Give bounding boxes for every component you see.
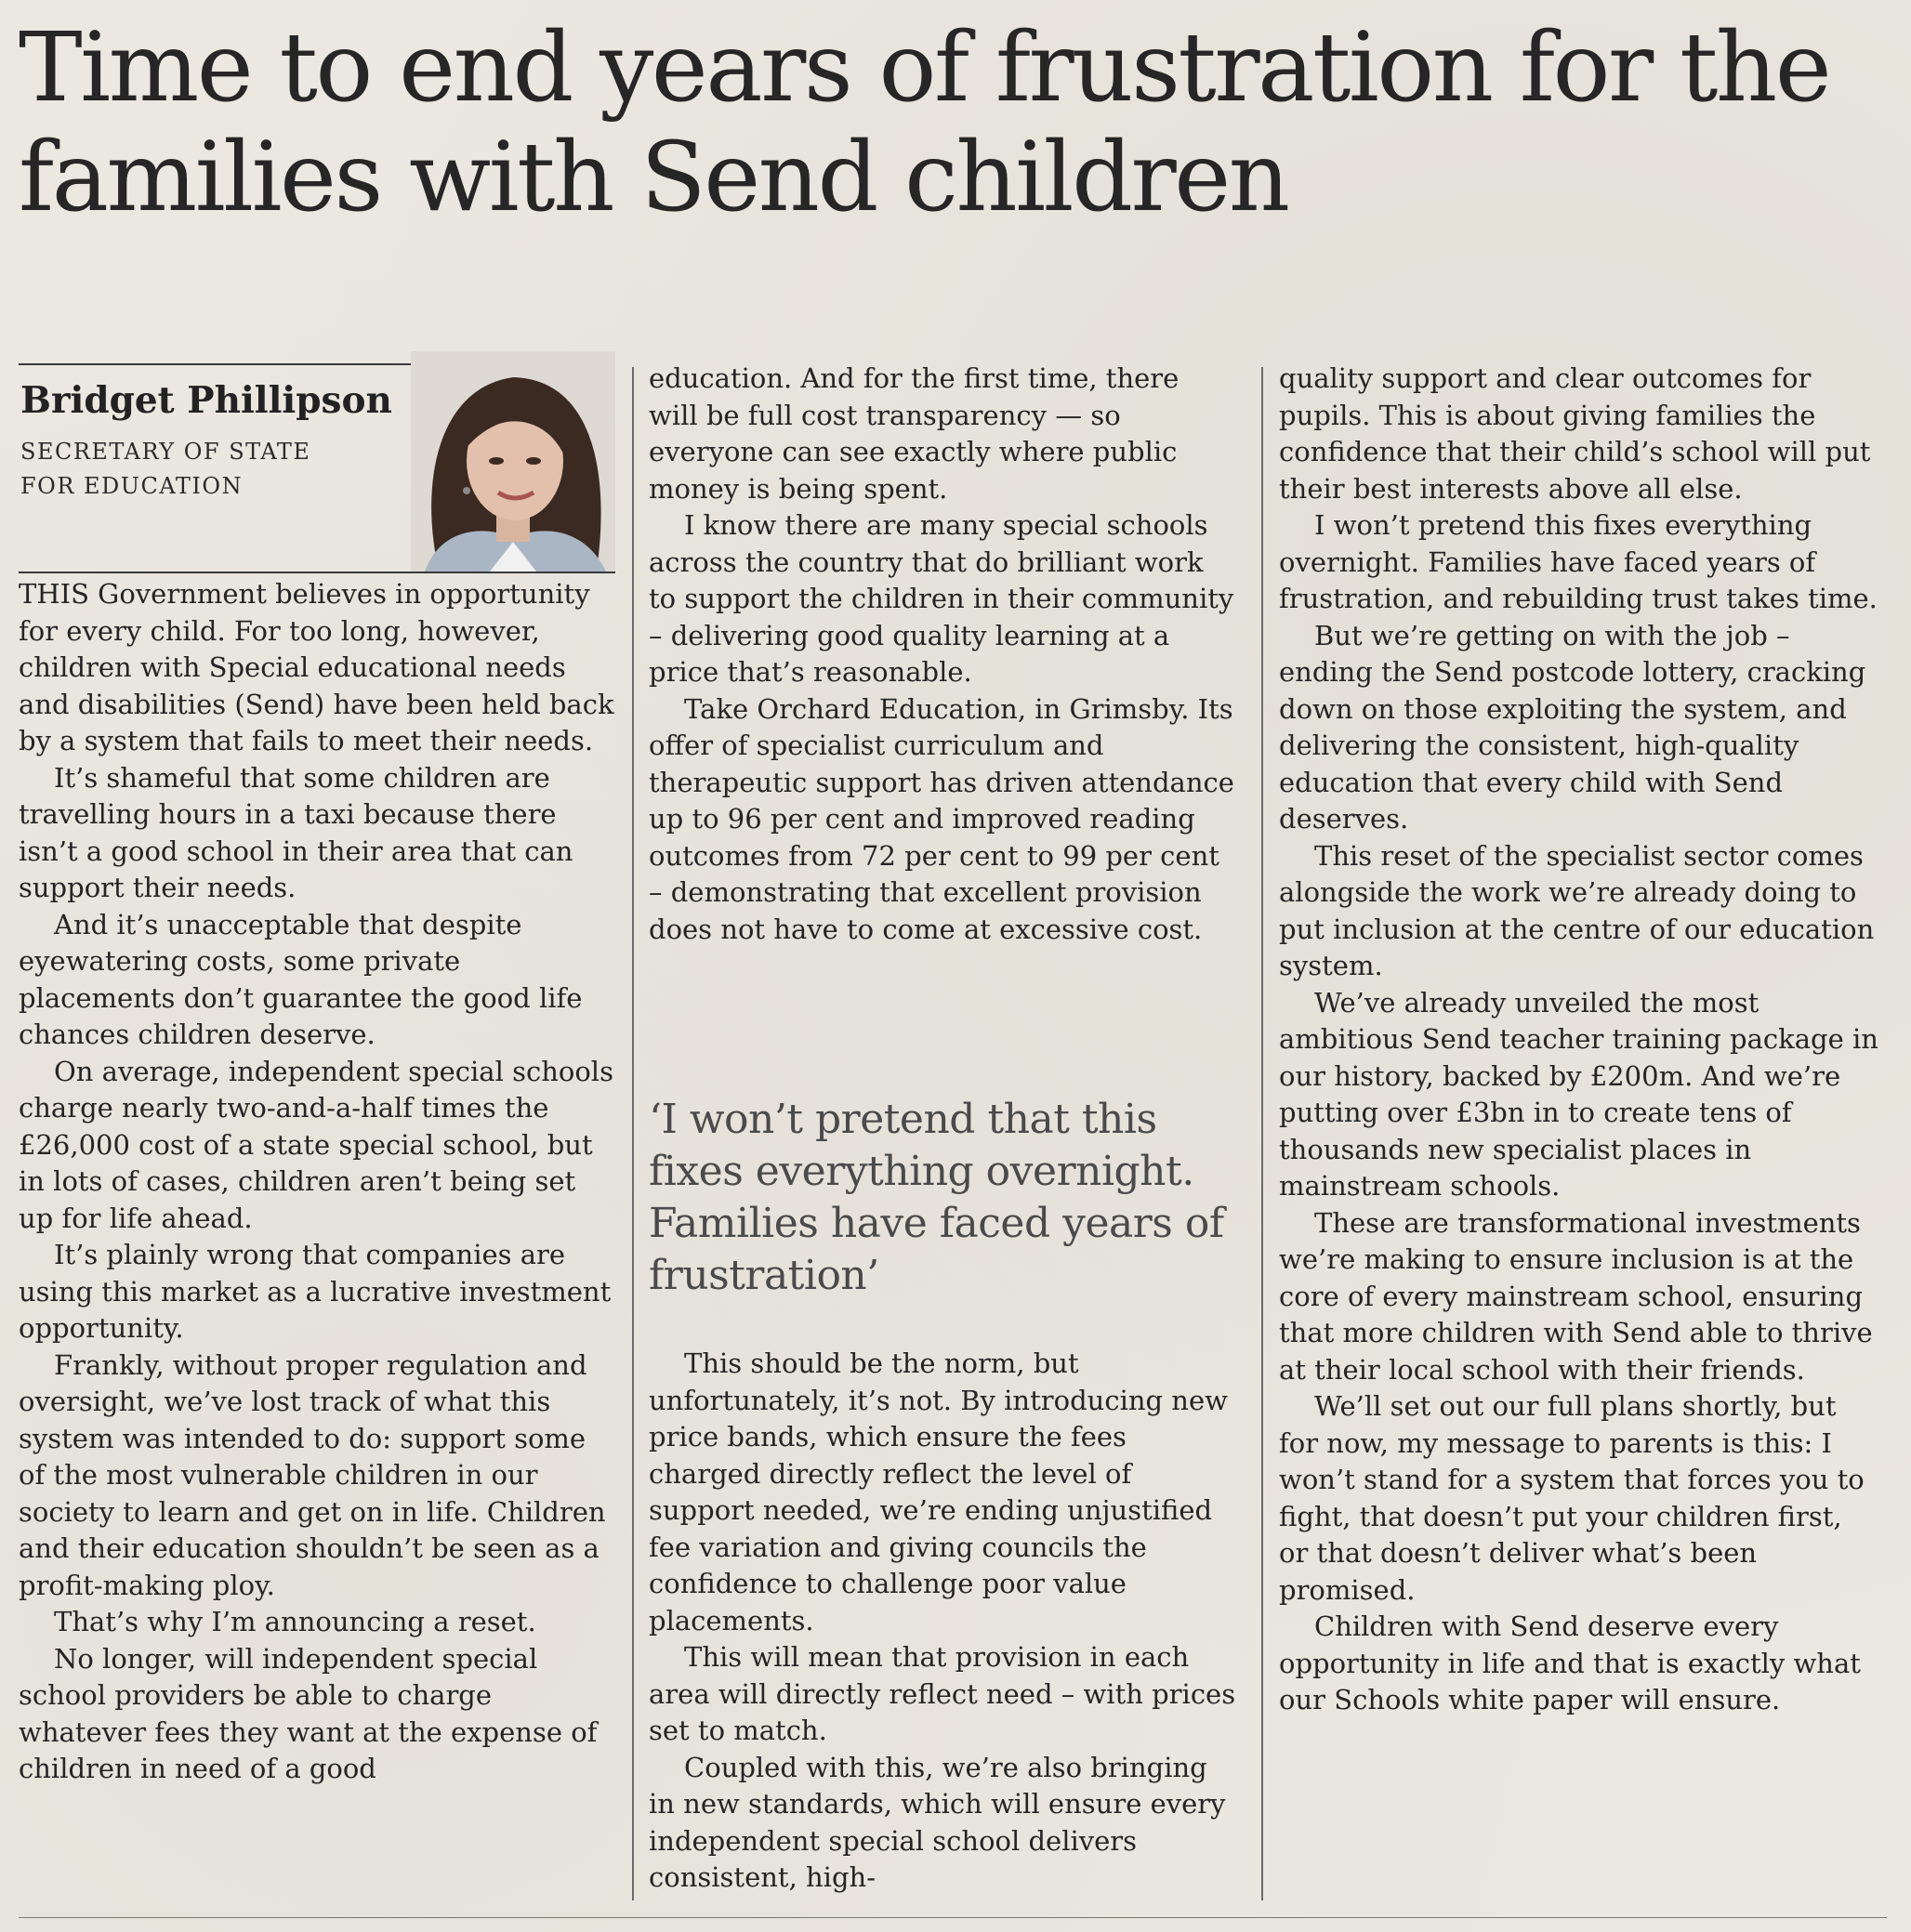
paragraph: This will mean that provision in each area will directly reflect need – with prices set to match. [649, 1641, 1236, 1746]
paragraph: I know there are many special schools across the country that do brilliant work to support the children in their community – delivering good quality learning at a price that’s reasonable. [649, 509, 1234, 688]
paragraph: But we’re getting on with the job – ending the Send postcode lottery, cracking down on those exploiting the system, and delivering the consistent, high-quality education that every child with Send deserves. [1279, 619, 1866, 835]
byline-bottom-rule [19, 572, 615, 573]
paragraph: I won’t pretend this fixes everything overnight. Families have faced years of frustration, and rebuilding trust takes time. [1279, 509, 1878, 614]
paragraph: It’s plainly wrong that companies are using this market as a lucrative investment opportunity. [19, 1239, 612, 1344]
headline: Time to end years of frustration for the families with Send children [19, 12, 1830, 233]
column-divider-2 [1261, 367, 1263, 1900]
column-3 [1279, 361, 1878, 1719]
paragraph: And it’s unacceptable that despite eyewatering costs, some private placements don’t guarantee the good life chances children deserve. [19, 908, 583, 1050]
bottom-rule [19, 1917, 1887, 1918]
paragraph: quality support and clear outcomes for pupils. This is about giving families the confidence that their child’s school will put their best interests above all else. [1279, 362, 1871, 505]
paragraph: On average, independent special schools charge nearly two-and-a-half times the £26,000 cost of a state special school, but in lots of cases, children aren’t being set up for life ahead. [19, 1055, 613, 1234]
paragraph: Children with Send deserve every opportunity in life and that is exactly what our Schools white paper will ensure. [1279, 1610, 1861, 1715]
paragraph: Take Orchard Education, in Grimsby. Its offer of specialist curriculum and therapeutic support has driven attendance up to 96 per cent and improved reading outcomes from 72 per cent to 99 per cent – demonstrating that excellent provision does not have to come at excessive cost. [649, 692, 1234, 945]
paragraph: Frankly, without proper regulation and oversight, we’ve lost track of what this system was intended to do: support some of the most vulnerable children in our society to learn and get on in life. Children and their education shouldn’t be seen as a profit-making ploy. [19, 1348, 606, 1601]
author-photo [411, 351, 615, 572]
paragraph: THIS Government believes in opportunity for every child. For too long, however, children with Special educational needs and disabilities (Send) have been held back by a system that fails to meet their needs. [19, 578, 614, 756]
paragraph: These are transformational investments we’re making to ensure inclusion is at the core of every mainstream school, ensuring that more children with Send able to thrive at their local school with their friends. [1279, 1206, 1873, 1386]
column-divider-1 [632, 367, 634, 1900]
author-name: Bridget Phillipson [20, 379, 392, 422]
paragraph: This reset of the specialist sector comes alongside the work we’re already doing to put inclusion at the centre of our education system. [1279, 839, 1875, 981]
paragraph: This should be the norm, but unfortunately, it’s not. By introducing new price bands, which ensure the fees charged directly reflect the level of support needed, we’re ending unjustified fee variation and giving councils the confidence to challenge poor value placements. [649, 1347, 1228, 1636]
column-2-top [649, 361, 1236, 948]
paragraph: We’ll set out our full plans shortly, but for now, my message to parents is this: I won’t stand for a system that forces you to fight, that doesn’t put your children first, or that doesn’t deliver what’s been promised. [1279, 1390, 1865, 1606]
paragraph: We’ve already unveiled the most ambitious Send teacher training package in our history, backed by £200m. And we’re putting over £3bn in to create tens of thousands new specialist places in mainstream schools. [1279, 986, 1878, 1202]
pull-quote: ‘I won’t pretend that this fixes everything overnight. Families have faced years of frustration’ [649, 1096, 1224, 1299]
author-role: SECRETARY OF STATE FOR EDUCATION [20, 439, 311, 499]
paragraph: Coupled with this, we’re also bringing in new standards, which will ensure every independent special school delivers consistent, high- [649, 1751, 1226, 1893]
column-1 [19, 576, 618, 1788]
column-2-bottom [649, 1346, 1236, 1897]
paragraph: No longer, will independent special school providers be able to charge whatever fees they want at the expense of children in need of a good [19, 1642, 598, 1784]
paragraph: It’s shameful that some children are travelling hours in a taxi because there isn’t a good school in their area that can support their needs. [19, 761, 573, 903]
paragraph: education. And for the first time, there will be full cost transparency — so everyone can see exactly where public money is being spent. [649, 362, 1180, 505]
paragraph: That’s why I’m announcing a reset. [54, 1606, 536, 1637]
